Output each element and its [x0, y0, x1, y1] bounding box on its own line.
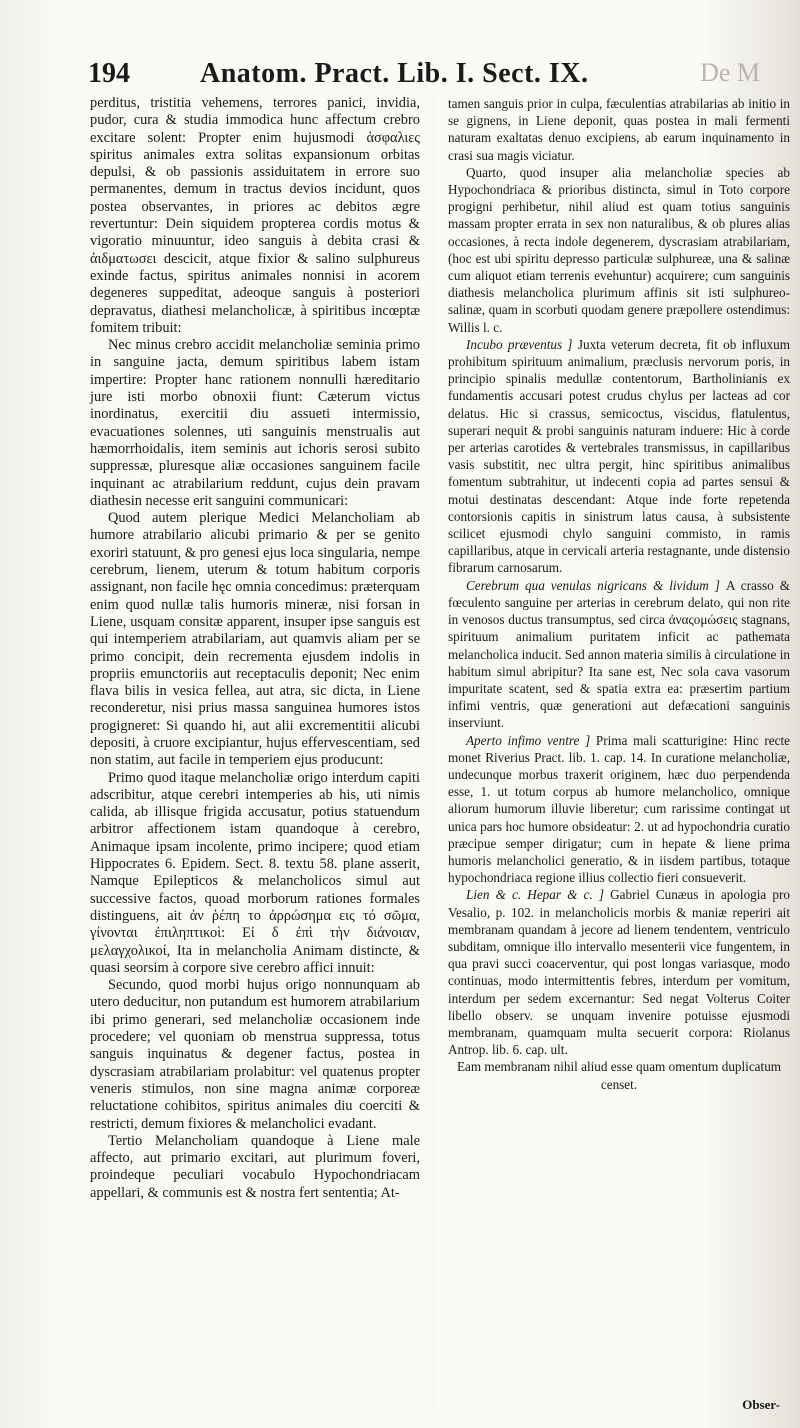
paragraph-text: perditus, tristitia vehemens, terrores panici, invidia, pudor, cura & studia immodica hunc affectum crebro excitare solent: Propter enim hujusmodi ἀσφαλιες spiritus animales extra solitas expansionum orbitas depulsi, & ob passionis assiduitatem in errore suo permanentes, demum in tractus devios incidunt, quos postea observantes, in priores ac debitos ægre revertuntur: Dein siquidem propterea cordis motus & vigoratio minuuntur, ideo sanguis à debita crasi & ἀιδματωσει descicit, atque fixior & salino sulphureus exinde factus, spiritus animales nonnisi in acorem degeneres suppeditat, adeoque sanguis à posteriori depravatus, diathesi melancholicæ, à spiritibus incœptæ fomitem tribuit:	[90, 95, 420, 336]
paragraph	[90, 770, 420, 978]
paragraph-text: Tertio Melancholiam quandoque à Liene male affecto, aut primario excitari, aut plurimum foveri, proindeque peculiari vocabulo Hypochondriacam appellari, & communis est & nostra fert sententia; At-	[90, 1132, 420, 1201]
bleed-through-text: De M	[700, 58, 760, 87]
running-head: Anatom. Pract. Lib. I. Sect. IX.	[200, 58, 589, 89]
paragraph-text: Eam membranam nihil aliud esse quam omentum duplicatum censet.	[456, 1059, 782, 1092]
paragraph	[448, 336, 790, 577]
paragraph-text: Secundo, quod morbi hujus origo nonnunquam ab utero deducitur, non putandum est humorem atrabilarium ibi primo generari, sed melancholiæ occasionem inde procedere; vel quoniam ob menstrua suppressa, totus sanguis inquinatus & degener factus, postea in dyscrasiam atrabilariam prolabitur: vel quatenus propter veneris stimulos, non sine magna animæ corporeæ reluctatione cohibitos, spiritus animales diu coerciti & restricti, demum fixiores & melancholici evadant.	[90, 977, 420, 1132]
note-lemma: Incubo præventus ]	[466, 336, 578, 352]
paragraph	[90, 1133, 420, 1202]
paragraph	[448, 95, 790, 164]
paragraph	[90, 337, 420, 510]
paragraph	[448, 577, 790, 732]
note-lemma: Aperto infimo ventre ]	[466, 732, 596, 748]
paragraph-text: A crasso & fœculento sanguine per arterias in cerebrum delato, qui non rite in venosos ductus transumptus, sed circa ἀναςομώσεις stagnans, spirituum animalium puritatem inficit ac pathemata melancholica inducit. Sed annon materia similis à circulatione in habitum simul abripitur? Ita sane est, Nec sola cava vasorum impuritate scatent, sed & spatia extra ea: præsertim partium infimi ventris, quæ generationi aut defæcationi sanguinis inserviunt.	[448, 577, 790, 731]
paragraph	[90, 510, 420, 769]
paragraph-text: Juxta veterum decreta, fit ob influxum prohibitum spirituum animalium, præclusis nervorum poris, in principio spinalis medullæ contentorum, Bartholinianis ex fundamentis accusari potest crudus chylus per lacteas ad cor delatus. Hic si crassus, semicoctus, viscidus, flatulentus, superari nequit & probi sanguinis naturam induere: Hic à corde per arterias carotides & vertebrales transmissus, in capillaribus vasis substitit, nec ultra pergit, hinc spiritibus animalibus fomentum subtrahitur, ut indecenti copia ad partes sensui & motui destinatas descendant: Atque inde forte repetenda contorsionis capitis in sinistrum latus causa, à subsistente scilicet ejusmodi chylo sanguini commisto, in ramis capillaribus, atque in cervicali arteria restagnante, unde distensio fibrarum carnosarum.	[448, 336, 790, 576]
column-gutter	[433, 95, 434, 1405]
page-header	[88, 58, 760, 94]
page-number: 194	[88, 58, 130, 89]
paragraph-text: Quod autem plerique Medici Melancholiam ab humore atrabilario alicubi primario & per se genito exoriri statuunt, & pro genesi ejus loca singularia, nempe cerebrum, lienem, uterum & totum habitum corporis assignant, non facile hęc omnia concedimus: præterquam enim quod nullæ talis humoris mineræ, nisi forsan in Liene, usquam consitæ apparent, insuper ipse sanguis est qui intemperiem atrabilariam, aut quamvis aliam per se primo concipit, dein recrementa ejusdem indolis in propriis emunctoriis aut receptaculis deponit; Nec enim flava bilis in vesica fellea, aut atra, sic dicta, in Liene reconderetur, nisi prius massa sanguinea humores istos progigneret: Si quando hi, aut alii excrementitii alicubi depositi, à cruore excipiantur, hujus effervescentiam, sed non statim, aut facile in temperiem ejus producunt:	[90, 510, 420, 769]
paragraph	[448, 164, 790, 336]
note-lemma: Cerebrum qua venulas nigricans & lividum ]	[466, 577, 726, 593]
paragraph-text: tamen sanguis prior in culpa, fæculentias atrabilarias ab initio in se gignens, in Liene deponit, quas postea in mali fermenti naturam exaltatas denuo excipiens, ab earum inquinamento in crasi sua magis viciatur.	[448, 96, 790, 163]
paragraph	[448, 886, 790, 1058]
paragraph-text: Primo quod itaque melancholiæ origo interdum capiti adscribitur, atque cerebri intemperies ab his, uti nimis calida, ab illisque frigida accusatur, potius statuendum arbitror affectionem istam quandoque à cerebro, Animaque ipsam incolente, primo incipere; quod etiam Hippocrates 6. Epidem. Sect. 8. textu 58. plane asserit, Namque Epilepticos & melancholicos simul aut successive factos, quoad morborum rationes formales distinguens, ait ἀν ῥέπη το ἀρρώσημα εις τό σῶμα, γίνονται ἐπιληπτικοὶ: Εἰ δ ἐπὶ τὴν διάνοιαν, μελαγχολικοί, Ita in melancholia Animam distincte, & quasi seorsim à corpore sive cerebro affici innuit:	[90, 769, 420, 976]
catchword: Obser-	[742, 1397, 780, 1412]
paragraph	[90, 95, 420, 337]
paragraph-text: Nec minus crebro accidit melancholiæ seminia primo in sanguine jacta, demum spiritibus labem istam impertire: Propter hanc rationem nonnulli hæreditario jure isti morbo obnoxii fiunt: Cæterum victus inordinatus, exercitii diu assueti intermissio, evacuationes solennes, uti sanguinis menstrualis aut hæmorrhoidalis, item seminis aut ichoris serosi subito suppressæ, pluresque aliæ occasiones sanguinem facile inquinant ac atrabilarium reddunt, cujus dein pravam diathesin necesse erit sanguini communicari:	[90, 337, 420, 509]
left-column	[90, 95, 420, 1202]
note-lemma: Lien & c. Hepar & c. ]	[466, 887, 611, 903]
paragraph-text: Prima mali scatturigine: Hinc recte monet Riverius Pract. lib. 1. cap. 14. In curatione melancholiæ, undecunque morbus traxerit originem, hæc duo perpendenda esse, 1. ut totum corpus ab humore melancholico, omnique aliorum humorum illuvie liberetur; cum rarissime contingat ut unica pars hoc humore obsideatur: 2. ut ad hypochondria curatio præcipue semper dirigatur; cum in hepate & liene prima humoris melancholici generatio, & in iisdem partibus, totaque hypochondriaca regione illius collectio fieri consueverit.	[448, 732, 790, 886]
paragraph-text: Gabriel Cunæus in apologia pro Vesalio, p. 102. in melancholicis morbis & maniæ reperiri ait membranam quandam à jecore ad lienem tendentem, ventriculo subditam, omnique illo intervallo mesenterii vice fungentem, in qua pravi succi coacerventur, qui post longas variasque, modo continuas, modo intermittentis febres, interdum per vomitum, interdum per sedem excernantur: Sed negat Volterus Coiter libello observ. se unquam invenire potuisse ejusmodi membranam, quamquam multa secuerit corpora: Riolanus Antrop. lib. 6. cap. ult.	[448, 887, 791, 1058]
paragraph	[448, 732, 790, 887]
paragraph-text: Quarto, quod insuper alia melancholiæ species ab Hypochondriaca & prioribus distincta, simul in Toto corpore progigni perhibetur, nihil aliud est quam totius sanguinis massam propter errata in sex non naturalibus, & ob plures alias occasiones, à recta indole degenerem, dyscrasiam atrabilariam, (hoc est ubi spiritu depresso particulæ sulphureæ, una & salinæ cum aliquot etiam terrenis evehuntur) acquirere; cum sanguinis diathesis melancholica plurimum affinis sit isti sulphureo-salinæ, quam in scorbuti quodam genere præpollere ostendimus: Willis l. c.	[448, 164, 790, 335]
paragraph	[90, 977, 420, 1133]
right-column	[448, 95, 790, 1093]
paragraph	[448, 1058, 790, 1092]
